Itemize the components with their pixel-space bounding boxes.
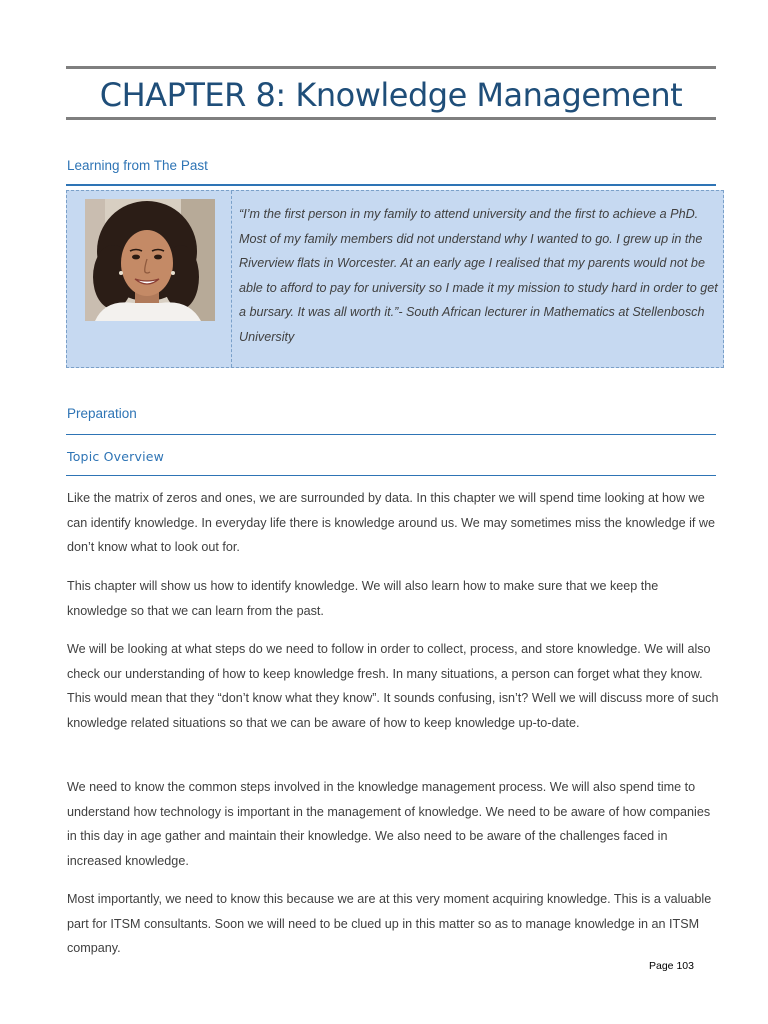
preparation-rule xyxy=(66,434,716,435)
body-paragraph-3: We will be looking at what steps do we need to follow in order to collect, process, and store knowledge. We will also check our understanding of how to keep knowledge fresh. In many situations, a person can forget what they know. This would mean that they “don’t know what they know”. It sounds confusing, isn’t? Well we will discuss more of such knowledge related situations so that we can be aware of how to keep knowledge up-to-date. xyxy=(67,642,719,730)
body-paragraph-4: We need to know the common steps involved in the knowledge management process. We will also spend time to understand how technology is important in the management of knowledge. We need to be aware of how companies in this day in age gather and maintain their knowledge. We also need to be aware of the challenges faced in increased knowledge. xyxy=(67,780,711,868)
learning-rule xyxy=(66,184,716,186)
quote-text: “I’m the first person in my family to attend university and the first to achieve a PhD. Most of my family members did not understand why I wanted to go. I grew up in the Riverview flats in Worcester. At an early age I realised that my parents would not be able to afford to pay for university so I made it my mission to study hard in order to get a bursary. It was all worth it.”- South African lecturer in Mathematics at Stellenbosch University xyxy=(239,207,718,344)
page-number: Page 103 xyxy=(649,960,694,972)
portrait-photo xyxy=(85,199,215,321)
title-rule-top xyxy=(66,66,716,69)
topic-overview-rule xyxy=(66,475,716,476)
title-rule-bottom xyxy=(66,117,716,120)
body-paragraph-1: Like the matrix of zeros and ones, we are surrounded by data. In this chapter we will spend time looking at how we can identify knowledge. In everyday life there is knowledge around us. We may sometimes miss the knowledge if we don’t know what to look out for. xyxy=(67,491,715,555)
learning-heading: Learning from The Past xyxy=(67,158,208,173)
topic-overview-heading: Topic Overview xyxy=(67,449,165,464)
body-paragraph-2: This chapter will show us how to identify knowledge. We will also learn how to make sure that we keep the knowledge so that we can learn from the past. xyxy=(67,579,659,618)
preparation-heading: Preparation xyxy=(67,406,137,421)
chapter-title: CHAPTER 8: Knowledge Management xyxy=(99,76,683,114)
body-paragraph-5: Most importantly, we need to know this because we are at this very moment acquiring knowledge. This is a valuable part for ITSM consultants. Soon we will need to be clued up in this matter so as to manage knowledge in an ITSM company. xyxy=(67,892,712,956)
quote-box xyxy=(66,190,724,368)
portrait-illustration xyxy=(85,199,215,321)
quote-divider xyxy=(231,191,232,367)
